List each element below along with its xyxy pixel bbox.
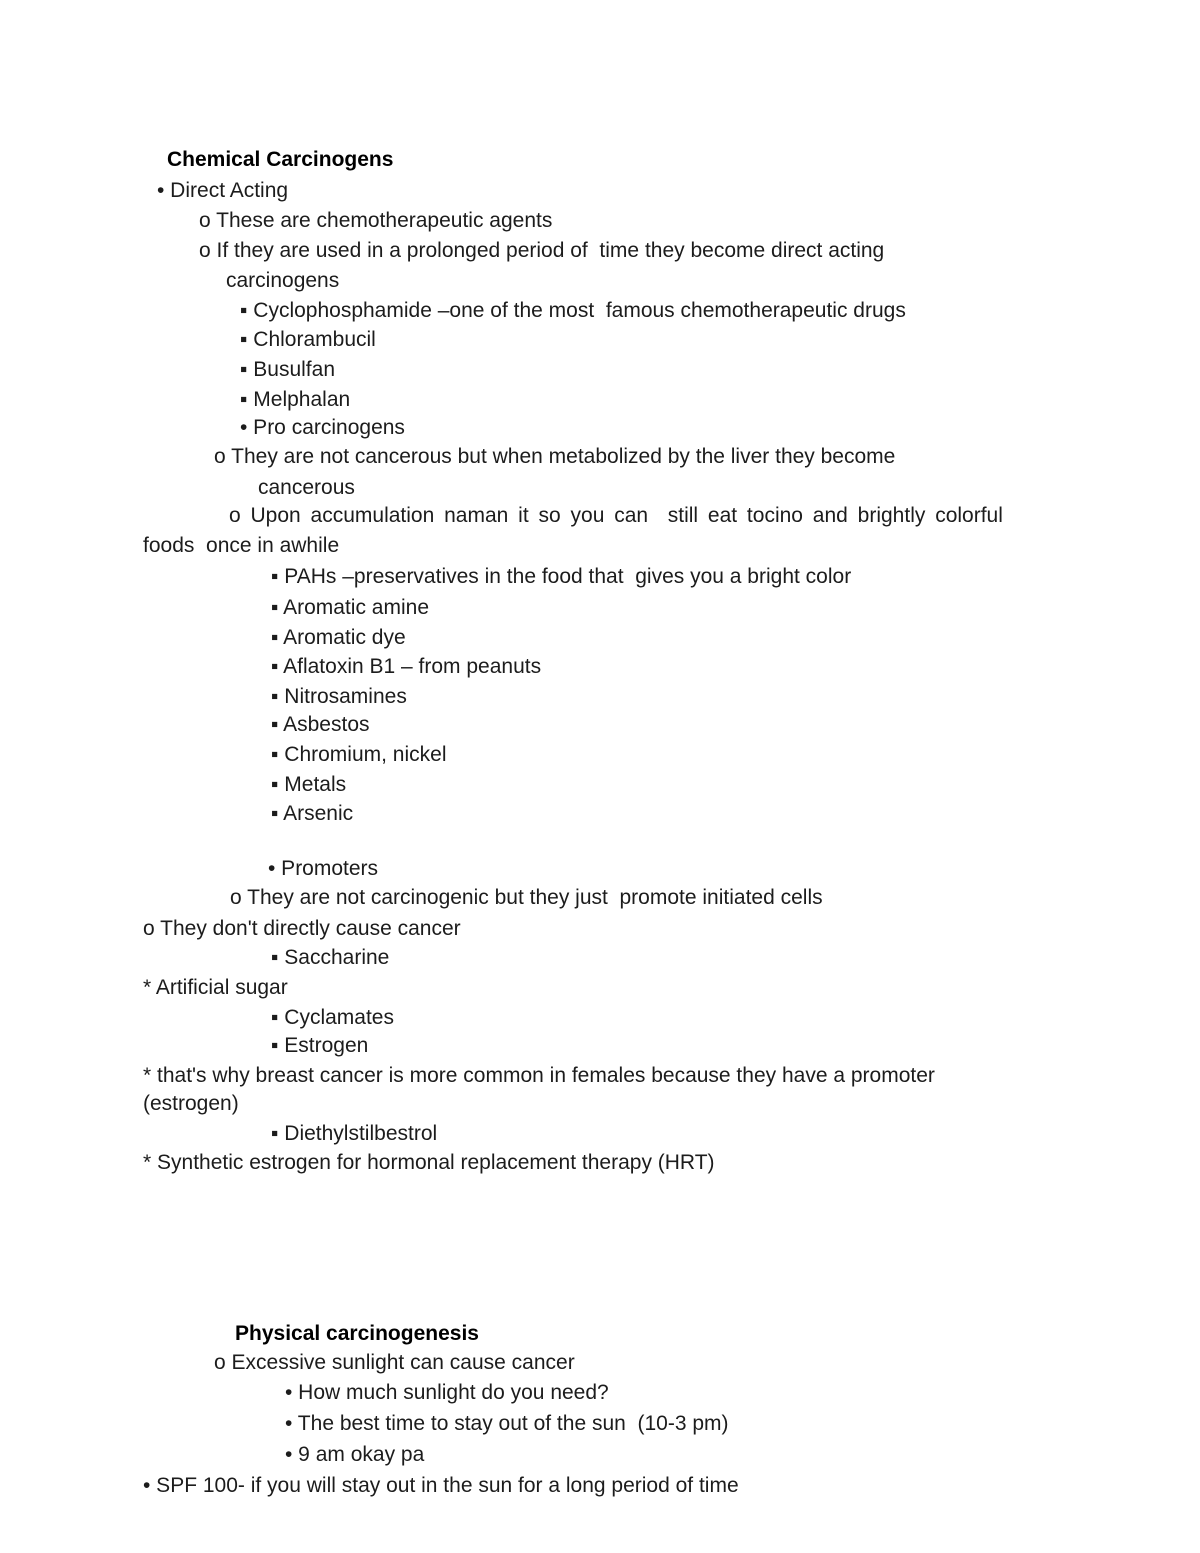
promoters-item: • Promoters xyxy=(268,857,379,880)
accumulation-item: o Upon accumulation naman it so you can still eat tocino and brightly colorful xyxy=(229,504,1003,527)
drug-item: ▪ Chlorambucil xyxy=(240,328,376,351)
drug-item: ▪ Busulfan xyxy=(240,358,336,381)
dont-cause-item: o They don't directly cause cancer xyxy=(143,917,461,940)
carcinogen-agent-item: ▪ Aromatic dye xyxy=(271,626,406,649)
not-cancerous-continuation: cancerous xyxy=(258,476,355,499)
best-time-item: • The best time to stay out of the sun (10-3 pm) xyxy=(285,1412,729,1435)
carcinogen-agent-item: ▪ Nitrosamines xyxy=(271,685,407,708)
prolonged-period-item: o If they are used in a prolonged period of time they become direct acting xyxy=(199,239,885,262)
drug-item: ▪ Cyclophosphamide –one of the most famous chemotherapeutic drugs xyxy=(240,299,906,322)
pro-carcinogens-item: • Pro carcinogens xyxy=(240,416,405,439)
not-cancerous-item: o They are not cancerous but when metabolized by the liver they become xyxy=(214,445,896,468)
chemical-carcinogens-heading: Chemical Carcinogens xyxy=(167,148,394,171)
spf-item: • SPF 100- if you will stay out in the sun for a long period of time xyxy=(143,1474,739,1497)
excessive-sunlight-item: o Excessive sunlight can cause cancer xyxy=(214,1351,575,1374)
promote-initiated-item: o They are not carcinogenic but they just promote initiated cells xyxy=(230,886,823,909)
carcinogen-agent-item: ▪ Metals xyxy=(271,773,347,796)
accumulation-continuation: foods once in awhile xyxy=(143,534,340,557)
carcinogen-agent-item: ▪ PAHs –preservatives in the food that gives you a bright color xyxy=(271,565,852,588)
direct-acting-item: • Direct Acting xyxy=(157,179,289,202)
estrogen-item: ▪ Estrogen xyxy=(271,1034,369,1057)
carcinogen-agent-item: ▪ Aromatic amine xyxy=(271,596,430,619)
prolonged-period-continuation: carcinogens xyxy=(226,269,340,292)
diethylstilbestrol-item: ▪ Diethylstilbestrol xyxy=(271,1122,438,1145)
carcinogen-agent-item: ▪ Chromium, nickel xyxy=(271,743,447,766)
breast-cancer-note: * that's why breast cancer is more common in females because they have a promoter xyxy=(143,1064,935,1087)
physical-carcinogenesis-heading: Physical carcinogenesis xyxy=(235,1322,479,1345)
cyclamates-item: ▪ Cyclamates xyxy=(271,1006,394,1029)
carcinogen-agent-item: ▪ Aflatoxin B1 – from peanuts xyxy=(271,655,542,678)
carcinogen-agent-item: ▪ Arsenic xyxy=(271,802,354,825)
nine-am-item: • 9 am okay pa xyxy=(285,1443,425,1466)
saccharine-item: ▪ Saccharine xyxy=(271,946,390,969)
chemo-agents-item: o These are chemotherapeutic agents xyxy=(199,209,553,232)
drug-item: ▪ Melphalan xyxy=(240,388,351,411)
breast-cancer-note-continuation: (estrogen) xyxy=(143,1092,239,1115)
how-much-sunlight-item: • How much sunlight do you need? xyxy=(285,1381,609,1404)
synthetic-estrogen-note: * Synthetic estrogen for hormonal replacement therapy (HRT) xyxy=(143,1151,715,1174)
carcinogen-agent-item: ▪ Asbestos xyxy=(271,713,370,736)
artificial-sugar-note: * Artificial sugar xyxy=(143,976,288,999)
